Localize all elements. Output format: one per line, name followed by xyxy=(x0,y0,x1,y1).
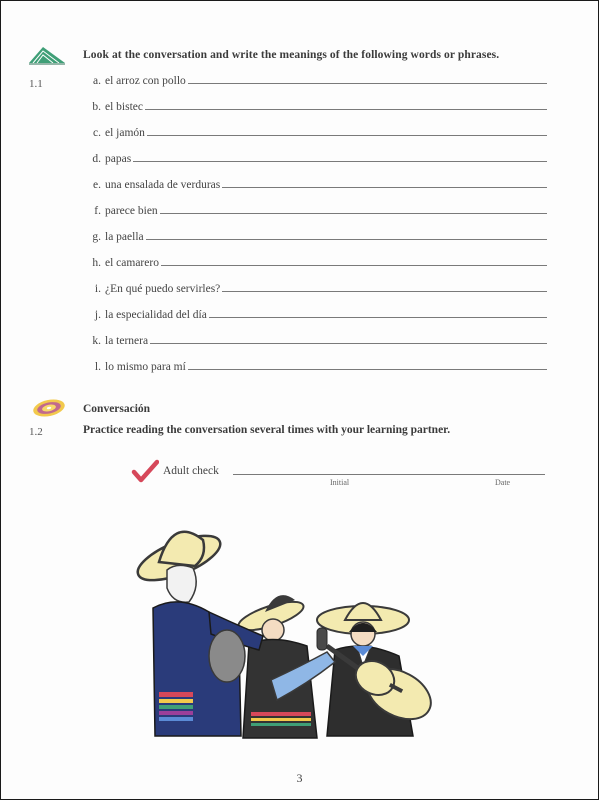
list-item xyxy=(87,71,547,87)
item-phrase: ¿En qué puedo servirles? xyxy=(105,283,221,295)
list-item xyxy=(87,253,547,269)
list-item xyxy=(87,149,547,165)
answer-line[interactable] xyxy=(160,213,547,214)
item-letter: b. xyxy=(92,101,101,113)
item-letter: l. xyxy=(94,361,101,373)
exercise-number-1-1: 1.1 xyxy=(29,78,43,90)
page-number: 3 xyxy=(296,771,303,785)
item-phrase: parece bien xyxy=(105,205,158,217)
answer-line[interactable] xyxy=(161,265,547,266)
item-phrase: papas xyxy=(105,153,132,165)
item-letter: j. xyxy=(94,309,101,321)
answer-line[interactable] xyxy=(145,109,547,110)
list-item xyxy=(87,97,547,113)
list-item xyxy=(87,227,547,243)
list-item xyxy=(87,279,547,295)
list-item xyxy=(87,175,547,191)
mountain-triangle-icon xyxy=(27,43,67,65)
answer-line[interactable] xyxy=(222,187,547,188)
item-letter: d. xyxy=(92,153,101,165)
date-label: Date xyxy=(495,478,511,487)
item-phrase: lo mismo para mí xyxy=(105,361,186,373)
exercise-number-1-2: 1.2 xyxy=(29,426,43,438)
answer-line[interactable] xyxy=(188,369,547,370)
item-letter: a. xyxy=(93,75,101,87)
item-letter: h. xyxy=(92,257,101,269)
item-phrase: la ternera xyxy=(105,335,149,347)
initial-label: Initial xyxy=(330,478,350,487)
item-letter: g. xyxy=(92,231,101,243)
item-letter: i. xyxy=(94,283,101,295)
conversation-title: Conversación xyxy=(83,403,151,415)
item-phrase: el bistec xyxy=(105,101,143,113)
item-phrase: la especialidad del día xyxy=(105,309,207,321)
mariachi-band-illustration xyxy=(131,516,441,748)
answer-line[interactable] xyxy=(133,161,547,162)
conversation-instruction: Practice reading the conversation several times with your learning partner. xyxy=(83,424,451,436)
answer-line[interactable] xyxy=(209,317,547,318)
list-item xyxy=(87,357,547,373)
list-item xyxy=(87,331,547,347)
adult-check-signature-line[interactable] xyxy=(233,474,545,475)
item-letter: c. xyxy=(93,127,101,139)
item-phrase: una ensalada de verduras xyxy=(105,179,221,191)
list-item xyxy=(87,305,547,321)
item-letter: e. xyxy=(93,179,101,191)
list-item xyxy=(87,201,547,217)
list-item xyxy=(87,123,547,139)
item-letter: k. xyxy=(92,335,101,347)
answer-line[interactable] xyxy=(150,343,547,344)
answer-line[interactable] xyxy=(146,239,547,240)
item-phrase: el camarero xyxy=(105,257,159,269)
adult-check-label: Adult check xyxy=(163,465,219,477)
section1-instruction: Look at the conversation and write the meanings of the following words or phrases. xyxy=(83,49,500,61)
checkmark-icon xyxy=(131,459,159,483)
answer-line[interactable] xyxy=(222,291,547,292)
item-phrase: el jamón xyxy=(105,127,145,139)
answer-line[interactable] xyxy=(188,83,547,84)
item-phrase: la paella xyxy=(105,231,144,243)
cd-disc-icon xyxy=(31,397,67,419)
answer-line[interactable] xyxy=(147,135,547,136)
item-letter: f. xyxy=(94,205,101,217)
item-phrase: el arroz con pollo xyxy=(105,75,186,87)
mariachi-left xyxy=(132,527,263,736)
